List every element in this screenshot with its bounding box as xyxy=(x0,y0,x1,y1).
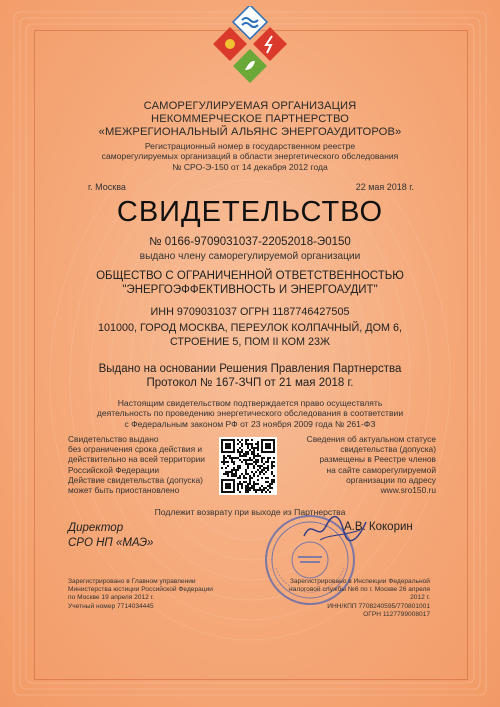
registry-line: на сайте саморегулируемой xyxy=(326,464,436,475)
org-line: НЕКОММЕРЧЕСКОЕ ПАРТНЕРСТВО xyxy=(151,113,349,125)
organization-logo xyxy=(212,6,288,92)
registration-line: Регистрационный номер в государственном реестре xyxy=(144,141,356,151)
signatory-title-line: СРО НП «МАЭ» xyxy=(68,536,154,549)
confirmation-line: Настоящим свидетельством подтверждается право осуществлять xyxy=(117,398,383,408)
issue-date: 22 мая 2018 г. xyxy=(355,182,414,192)
registry-line: размещены в Реестре членов xyxy=(319,454,436,465)
qr-code xyxy=(219,437,277,495)
certificate-number: № 0166-9709031037-22052018-Э0150 xyxy=(149,236,351,248)
tax-line: ИНН/КПП 7708240595/770801001 xyxy=(327,602,430,610)
return-note: Подлежит возврату при выходе из Партнерства xyxy=(154,507,346,517)
company-name-line: "ЭНЕРГОЭФФЕКТИВНОСТЬ И ЭНЕРГОАУДИТ" xyxy=(122,284,378,296)
registry-line: организации по адресу xyxy=(346,474,436,485)
ministry-line: Учетный номер 7714034445 xyxy=(68,602,154,610)
registry-line: свидетельства (допуска) xyxy=(340,444,436,455)
confirmation-line: с Федеральным законом РФ от 23 ноября 2009 года № 261-ФЗ xyxy=(124,418,376,429)
signatory-title-line: Директор xyxy=(68,522,124,534)
validity-line: Действие свидетельства (допуска) xyxy=(68,474,203,485)
basis-line: Протокол № 167-ЗЧП от 21 мая 2018 г. xyxy=(146,377,354,389)
issue-basis xyxy=(0,362,500,390)
validity-line: действительно на всей территории xyxy=(68,454,205,465)
organization-name xyxy=(60,100,440,139)
ministry-registration xyxy=(68,578,238,611)
certificate-title: СВИДЕТЕЛЬСТВО xyxy=(116,196,384,228)
address-line: 101000, ГОРОД МОСКВА, ПЕРЕУЛОК КОЛПАЧНЫЙ, ДОМ 6, xyxy=(98,322,402,334)
registry-line: Сведения об актуальном статусе xyxy=(306,434,436,444)
company-name xyxy=(0,269,500,297)
validity-line: Российской Федерации xyxy=(68,464,160,475)
address-line: СТРОЕНИЕ 5, ПОМ II КОМ 23Ж xyxy=(169,335,331,348)
signatory-name: А.В. Кокорин xyxy=(344,521,413,533)
tax-line: Зарегистрировано в Инспекции Федеральной xyxy=(289,578,430,585)
company-name-line: ОБЩЕСТВО С ОГРАНИЧЕННОЙ ОТВЕТСТВЕННОСТЬЮ xyxy=(96,270,404,282)
ministry-line: по Москве 19 апреля 2012 г. xyxy=(68,594,155,602)
tax-line: ОГРН 1127799008017 xyxy=(363,610,430,618)
company-ids: ИНН 9709031037 ОГРН 1187746427505 xyxy=(150,306,350,318)
registration-line: саморегулируемых организаций в области энергетического обследования xyxy=(101,151,399,162)
registry-link[interactable]: www.sro150.ru xyxy=(380,485,436,496)
validity-line: Свидетельство выдано xyxy=(68,434,159,444)
tax-line: налоговой службы №6 по г. Москве 26 апреля 2012 г. xyxy=(289,586,430,602)
issue-city: г. Москва xyxy=(88,182,126,192)
validity-note xyxy=(68,434,218,495)
ministry-line: Зарегистрировано в Главном управлении xyxy=(68,578,196,585)
issued-to-caption: выдано члену саморегулируемой организации xyxy=(139,251,361,262)
ministry-line: Министерства юстиции Российской Федерации xyxy=(68,586,213,594)
basis-line: Выдано на основании Решения Правления Партнерства xyxy=(98,363,402,375)
signatory-title xyxy=(68,521,153,550)
registry-note xyxy=(300,434,436,495)
registration-info xyxy=(90,141,410,172)
org-line: САМОРЕГУЛИРУЕМАЯ ОРГАНИЗАЦИЯ xyxy=(143,100,357,112)
tax-registration xyxy=(280,578,430,619)
confirmation-line: деятельность по проведению энергетического обследования в соответствии xyxy=(96,408,404,419)
confirmation-text xyxy=(0,398,500,429)
validity-line: без ограничения срока действия и xyxy=(68,444,203,455)
validity-line: может быть приостановлено xyxy=(68,485,180,496)
org-line: «МЕЖРЕГИОНАЛЬНЫЙ АЛЬЯНС ЭНЕРГОАУДИТОРОВ» xyxy=(98,126,402,138)
company-address xyxy=(0,322,500,349)
registration-line: № СРО-Э-150 от 14 декабря 2012 года xyxy=(172,161,328,172)
